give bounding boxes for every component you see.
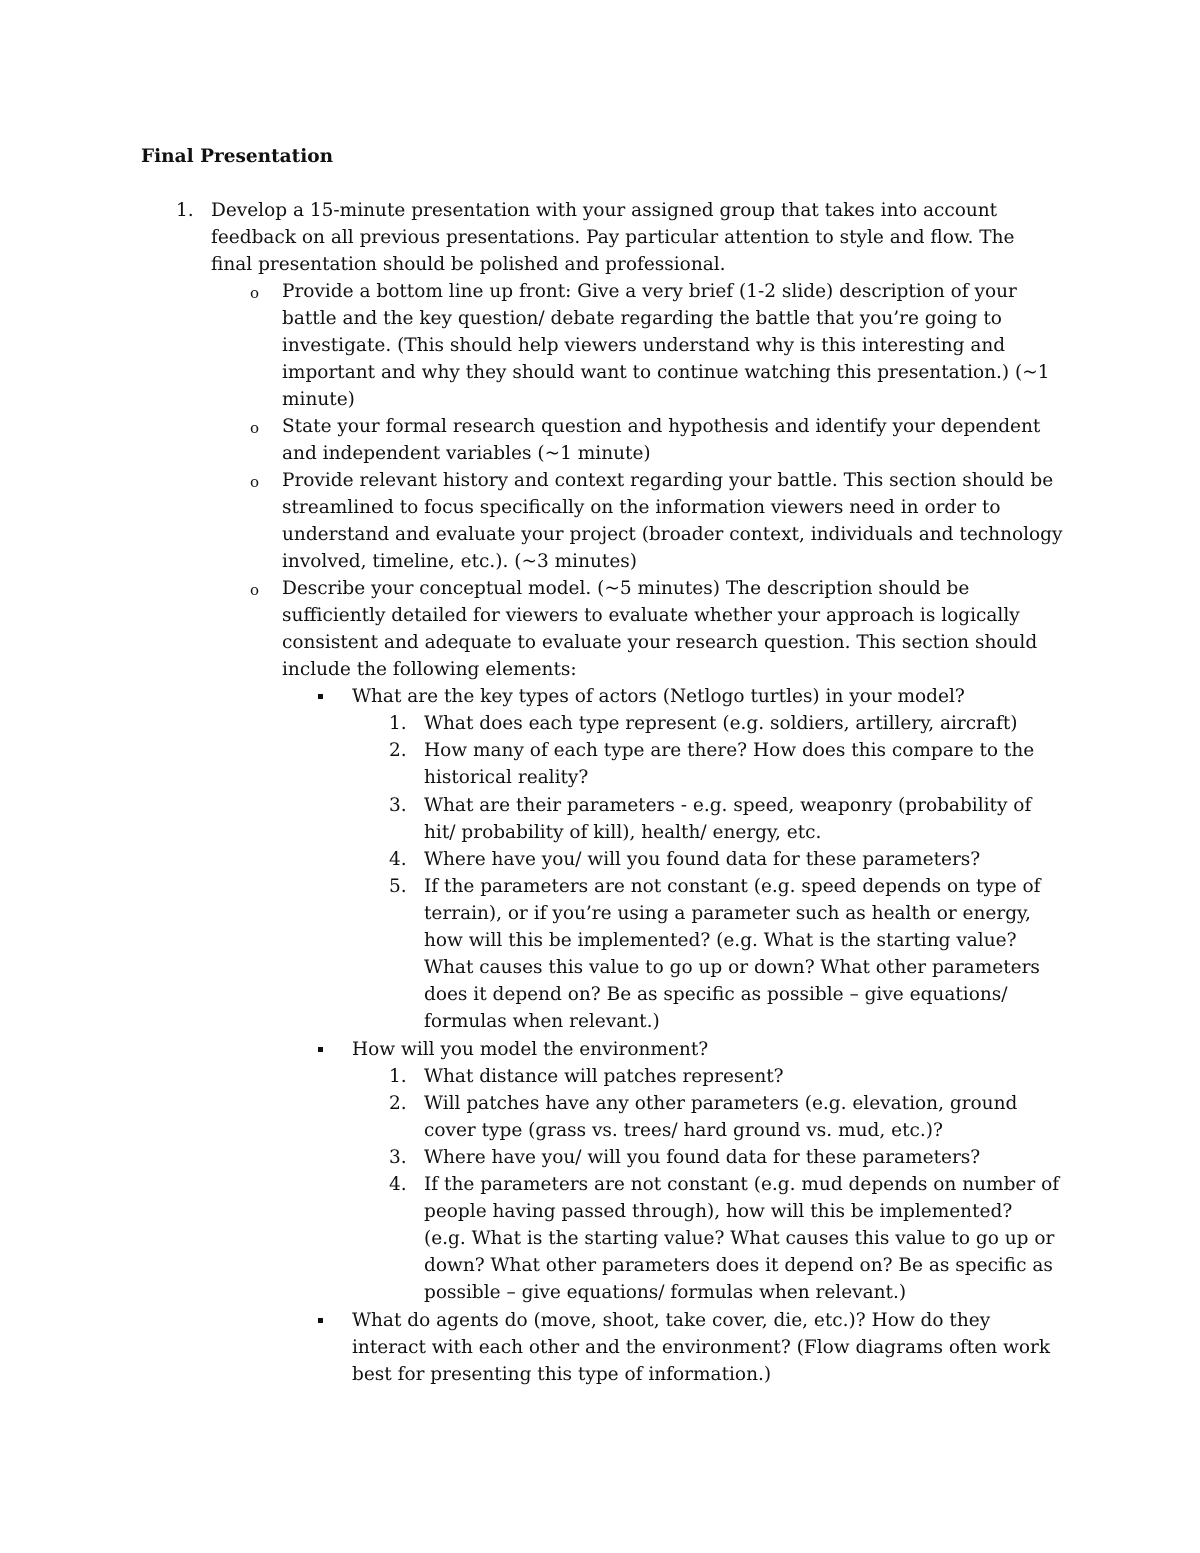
actors-item5-line-2: terrain), or if you’re using a parameter such as health or energy, — [424, 903, 1031, 924]
bullet4-line-1: Describe your conceptual model. (~5 minutes) The description should be — [282, 578, 970, 599]
bullet3-line-3: understand and evaluate your project (broader context, individuals and technology — [282, 524, 1063, 545]
list-marker: 1. — [389, 1066, 407, 1087]
env-item2-line-2: cover type (grass vs. trees/ hard ground vs. mud, etc.)? — [424, 1120, 943, 1141]
element-agents-line-1: What do agents do (move, shoot, take cover, die, etc.)? How do they — [352, 1310, 991, 1331]
env-item3-line-1: Where have you/ will you found data for these parameters? — [424, 1147, 981, 1168]
actors-item5-line-6: formulas when relevant.) — [424, 1011, 660, 1032]
list-marker-1: 1. — [176, 200, 194, 221]
env-item1-line-1: What distance will patches represent? — [424, 1066, 784, 1087]
list-marker: 4. — [389, 1174, 407, 1195]
item1-line-3: final presentation should be polished and professional. — [211, 254, 726, 275]
actors-item3-line-1: What are their parameters - e.g. speed, weaponry (probability of — [424, 795, 1032, 816]
bullet1-line-3: investigate. (This should help viewers understand why is this interesting and — [282, 335, 1006, 356]
square-bullet-icon — [318, 1318, 323, 1323]
element-agents-line-2: interact with each other and the environment? (Flow diagrams often work — [352, 1337, 1051, 1358]
item1-line-1: Develop a 15-minute presentation with your assigned group that takes into account — [211, 200, 998, 221]
bullet3-line-4: involved, timeline, etc.). (~3 minutes) — [282, 551, 637, 572]
list-marker: 2. — [389, 1093, 407, 1114]
bullet4-line-3: consistent and adequate to evaluate your research question. This section should — [282, 632, 1038, 653]
bullet2-line-2: and independent variables (~1 minute) — [282, 443, 651, 464]
actors-item4-line-1: Where have you/ will you found data for these parameters? — [424, 849, 981, 870]
env-item4-line-2: people having passed through), how will this be implemented? — [424, 1201, 1013, 1222]
circle-bullet-icon: o — [250, 419, 260, 437]
bullet3-line-1: Provide relevant history and context regarding your battle. This section should be — [282, 470, 1054, 491]
bullet4-line-4: include the following elements: — [282, 659, 577, 680]
bullet2-line-1: State your formal research question and hypothesis and identify your dependent — [282, 416, 1041, 437]
actors-item5-line-1: If the parameters are not constant (e.g. speed depends on type of — [424, 876, 1041, 897]
actors-item5-line-3: how will this be implemented? (e.g. What is the starting value? — [424, 930, 1017, 951]
bullet1-line-5: minute) — [282, 389, 355, 410]
actors-item2-line-1: How many of each type are there? How does this compare to the — [424, 740, 1035, 761]
bullet4-line-2: sufficiently detailed for viewers to evaluate whether your approach is logically — [282, 605, 1020, 626]
list-marker: 5. — [389, 876, 407, 897]
env-item4-line-3: (e.g. What is the starting value? What causes this value to go up or — [424, 1228, 1055, 1249]
list-marker: 3. — [389, 1147, 407, 1168]
list-marker: 3. — [389, 795, 407, 816]
item1-line-2: feedback on all previous presentations. Pay particular attention to style and flow. The — [211, 227, 1015, 248]
env-item2-line-1: Will patches have any other parameters (e.g. elevation, ground — [424, 1093, 1018, 1114]
document-title: Final Presentation — [141, 146, 334, 167]
list-marker: 4. — [389, 849, 407, 870]
list-marker: 2. — [389, 740, 407, 761]
actors-item1-line-1: What does each type represent (e.g. soldiers, artillery, aircraft) — [424, 713, 1018, 734]
actors-item3-line-2: hit/ probability of kill), health/ energy, etc. — [424, 822, 822, 843]
bullet1-line-2: battle and the key question/ debate regarding the battle that you’re going to — [282, 308, 1002, 329]
element-agents-line-3: best for presenting this type of information.) — [352, 1364, 772, 1385]
element-actors-line-1: What are the key types of actors (Netlogo turtles) in your model? — [352, 686, 965, 707]
actors-item5-line-4: What causes this value to go up or down? What other parameters — [424, 957, 1040, 978]
circle-bullet-icon: o — [250, 581, 260, 599]
actors-item5-line-5: does it depend on? Be as specific as possible – give equations/ — [424, 984, 1008, 1005]
list-marker: 1. — [389, 713, 407, 734]
env-item4-line-4: down? What other parameters does it depend on? Be as specific as — [424, 1255, 1053, 1276]
bullet3-line-2: streamlined to focus specifically on the information viewers need in order to — [282, 497, 1001, 518]
actors-item2-line-2: historical reality? — [424, 767, 589, 788]
square-bullet-icon — [318, 694, 323, 699]
env-item4-line-5: possible – give equations/ formulas when relevant.) — [424, 1282, 907, 1303]
circle-bullet-icon: o — [250, 473, 260, 491]
bullet1-line-1: Provide a bottom line up front: Give a very brief (1-2 slide) description of your — [282, 281, 1017, 302]
element-environment-line-1: How will you model the environment? — [352, 1039, 709, 1060]
square-bullet-icon — [318, 1047, 323, 1052]
circle-bullet-icon: o — [250, 284, 260, 302]
env-item4-line-1: If the parameters are not constant (e.g. mud depends on number of — [424, 1174, 1060, 1195]
bullet1-line-4: important and why they should want to continue watching this presentation.) (~1 — [282, 362, 1050, 383]
